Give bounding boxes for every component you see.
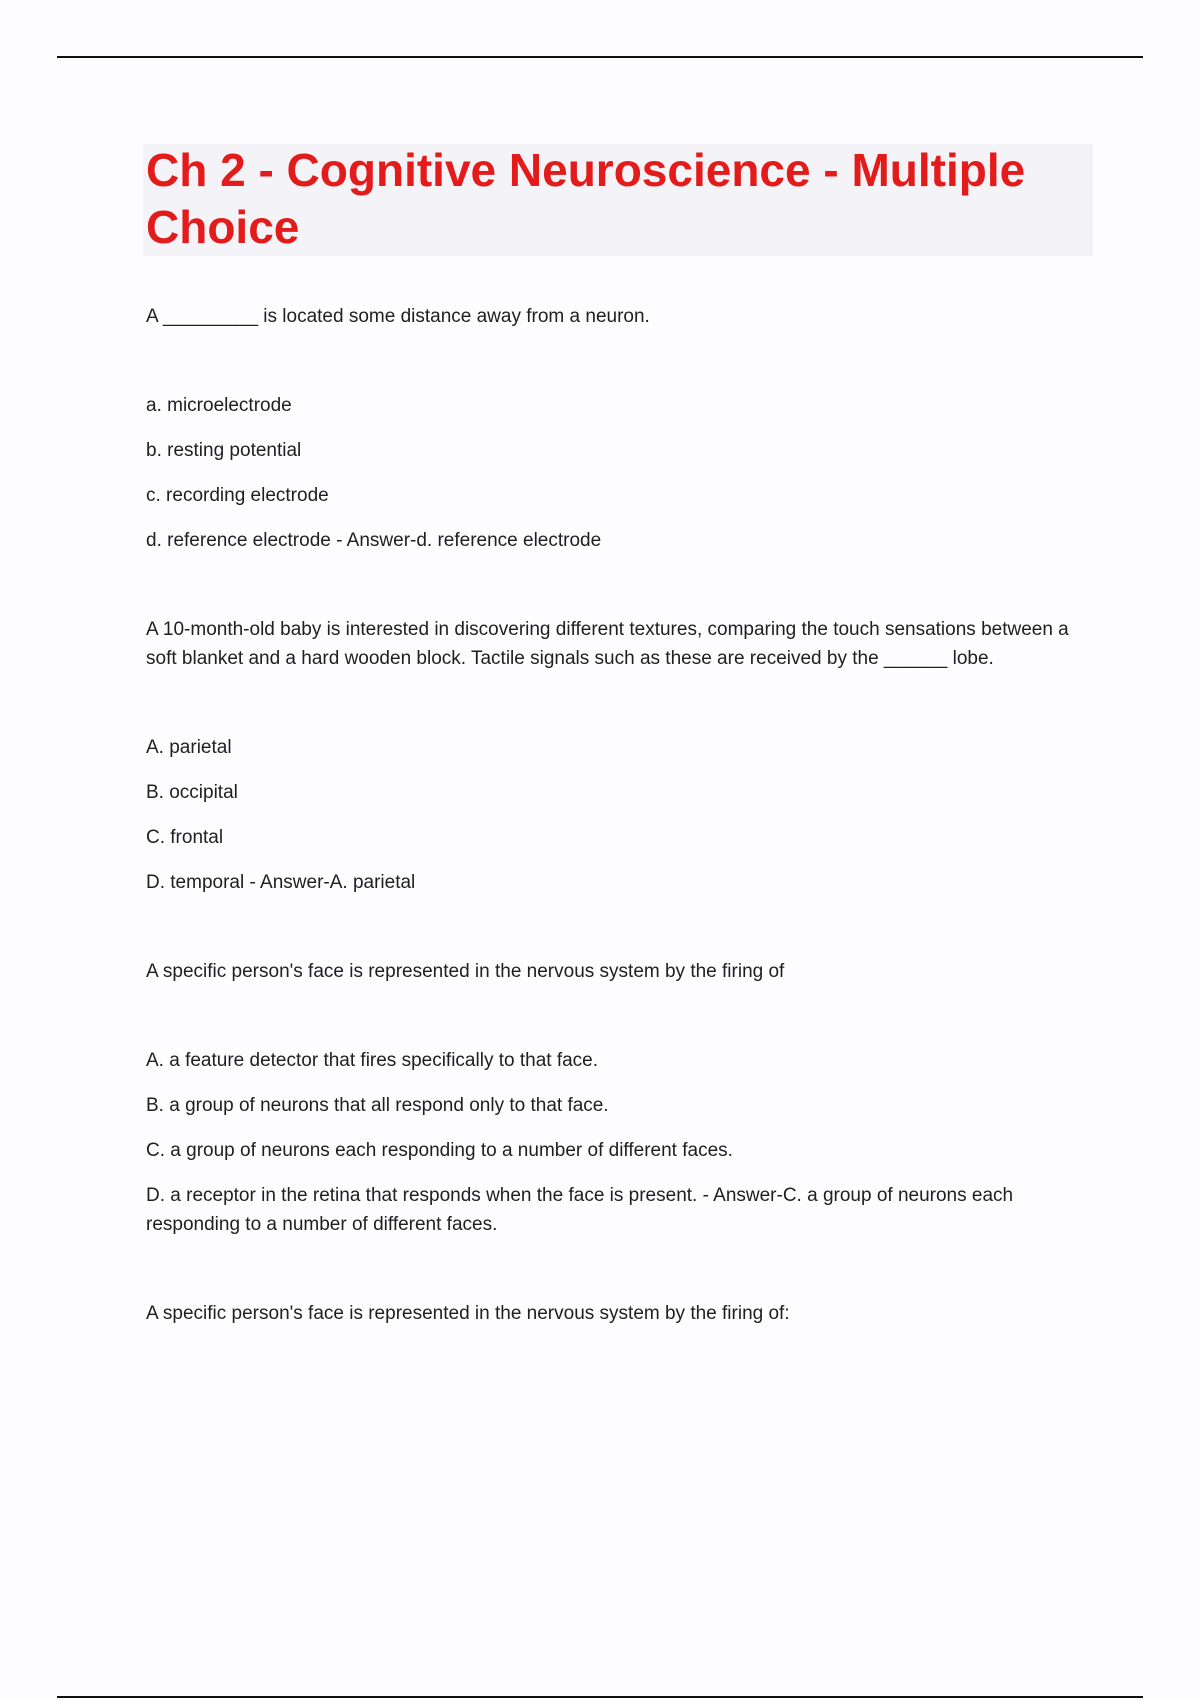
question-text: A specific person's face is represented in the nervous system by the firing of xyxy=(146,961,785,982)
option-item: c. recording electrode xyxy=(146,485,329,506)
question-text: A _________ is located some distance away from a neuron. xyxy=(146,306,650,327)
option-list xyxy=(146,733,1086,897)
question-block xyxy=(146,615,1086,897)
option-item: D. temporal - Answer-A. parietal xyxy=(146,872,416,893)
question-text: A specific person's face is represented in the nervous system by the firing of: xyxy=(146,1303,790,1324)
option-item: d. reference electrode - Answer-d. reference electrode xyxy=(146,530,602,551)
option-item: B. a group of neurons that all respond only to that face. xyxy=(146,1095,609,1116)
question-block xyxy=(146,302,1086,555)
option-item: A. parietal xyxy=(146,737,232,758)
page-title: Ch 2 - Cognitive Neuroscience - Multiple Choice xyxy=(146,144,1026,253)
option-item: D. a receptor in the retina that responds when the face is present. - Answer-C. a group of neurons each responding to a number of different faces. xyxy=(146,1185,1014,1235)
document-body xyxy=(146,302,1086,1388)
question-text: A 10-month-old baby is interested in discovering different textures, comparing the touch sensations between a soft blanket and a hard wooden block. Tactile signals such as these are received by the ______ lobe. xyxy=(146,619,1069,669)
option-list xyxy=(146,1046,1086,1239)
question-block xyxy=(146,1299,1086,1328)
option-item: C. frontal xyxy=(146,827,224,848)
footer-rule xyxy=(57,1696,1143,1698)
question-block xyxy=(146,957,1086,1239)
option-item: a. microelectrode xyxy=(146,395,292,416)
header-rule xyxy=(57,56,1143,58)
option-list xyxy=(146,391,1086,555)
option-item: C. a group of neurons each responding to a number of different faces. xyxy=(146,1140,733,1161)
option-item: B. occipital xyxy=(146,782,238,803)
option-item: b. resting potential xyxy=(146,440,302,461)
option-item: A. a feature detector that fires specifically to that face. xyxy=(146,1050,599,1071)
